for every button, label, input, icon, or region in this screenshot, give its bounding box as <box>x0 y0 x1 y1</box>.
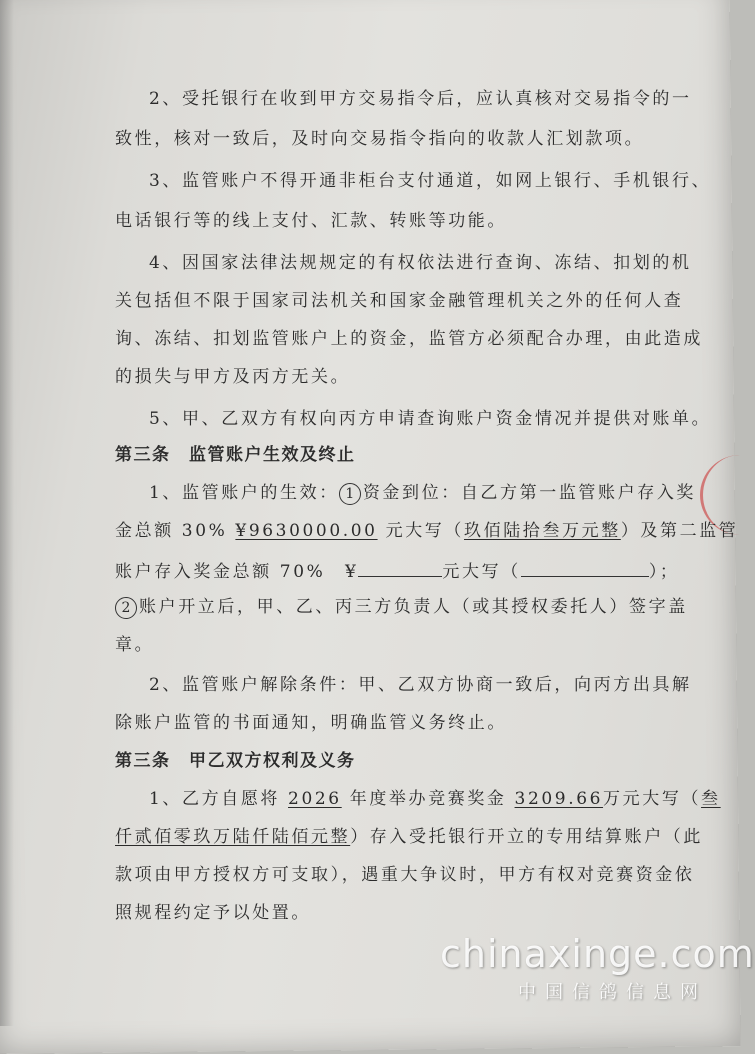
text-line: 除账户监管的书面通知，明确监管义务终止。 <box>115 713 507 733</box>
section-heading: 第三条 甲乙双方权利及义务 <box>115 751 356 771</box>
watermark-site: chinaxinge.com <box>440 932 755 976</box>
text-line <box>149 788 721 810</box>
text-span: 万元大写（ <box>603 789 702 809</box>
text-span: 账户存入奖金总额 70% ¥ <box>115 562 359 582</box>
text-span: 资金到位：自乙方第一监管账户存入奖 <box>362 483 697 503</box>
text-span: ）存入受托银行开立的专用结算账户（此 <box>350 827 704 847</box>
text-span: 年度举办竞赛奖金 <box>349 789 507 809</box>
circled-number: 1 <box>339 483 361 505</box>
watermark-name: 中国信鸽信息网 <box>518 982 707 1003</box>
text-line: 致性，核对一致后，及时向交易指令指向的收款人汇划款项。 <box>115 129 645 149</box>
text-line: 关包括但不限于国家司法机关和国家金融管理机关之外的任何人查 <box>115 291 684 311</box>
text-line: 的损失与甲方及丙方无关。 <box>115 367 351 387</box>
text-line: 款项由甲方授权方可支取），遇重大争议时，甲方有权对竞赛资金依 <box>115 865 695 885</box>
text-line: 2、监管账户解除条件：甲、乙双方协商一致后，向丙方出具解 <box>149 675 692 695</box>
text-line <box>115 558 680 583</box>
text-line <box>115 826 703 848</box>
text-line: 5、甲、乙双方有权向丙方申请查询账户资金情况并提供对账单。 <box>149 409 712 429</box>
year-filled: 2026 <box>288 789 342 809</box>
text-span: ）及第二监管 <box>620 521 739 541</box>
text-span: 元大写（ <box>442 562 521 582</box>
page-fold-shadow <box>0 0 14 1026</box>
text-line: 照规程约定予以处置。 <box>115 903 311 923</box>
text-line: 2、受托银行在收到甲方交易指令后，应认真核对交易指令的一 <box>149 89 692 109</box>
amount-filled: 3209.66 <box>514 789 604 809</box>
section-heading: 第三条 监管账户生效及终止 <box>115 445 356 465</box>
text-span: ）； <box>648 562 680 582</box>
text-line <box>115 596 688 619</box>
text-line: 电话银行等的线上支付、汇款、转账等功能。 <box>115 211 507 231</box>
text-line: 章。 <box>115 635 155 655</box>
text-line <box>115 520 738 542</box>
text-line: 询、冻结、扣划监管账户上的资金，监管方必须配合办理，由此造成 <box>115 329 703 349</box>
text-line <box>149 482 696 505</box>
text-span: 金总额 30% <box>115 521 228 541</box>
text-span: 1、乙方自愿将 <box>149 789 281 809</box>
text-line: 3、监管账户不得开通非柜台支付通道，如网上银行、手机银行、 <box>149 171 712 191</box>
amount-words-filled: 玖佰陆拾叁万元整 <box>464 521 621 541</box>
amount-words-filled: 仟贰佰零玖万陆仟陆佰元整 <box>115 827 351 847</box>
amount-words-filled: 叁 <box>701 789 721 809</box>
blank-amount-field <box>358 558 442 577</box>
amount-filled: ¥9630000.00 <box>235 521 378 541</box>
text-line: 4、因国家法律法规规定的有权依法进行查询、冻结、扣划的机 <box>149 253 692 273</box>
circled-number: 2 <box>115 597 137 619</box>
text-span: 1、监管账户的生效： <box>149 483 339 503</box>
blank-amount-words-field <box>521 558 649 577</box>
text-span: 元大写（ <box>385 521 464 541</box>
text-span: 账户开立后，甲、乙、丙三方负责人（或其授权委托人）签字盖 <box>139 597 688 617</box>
